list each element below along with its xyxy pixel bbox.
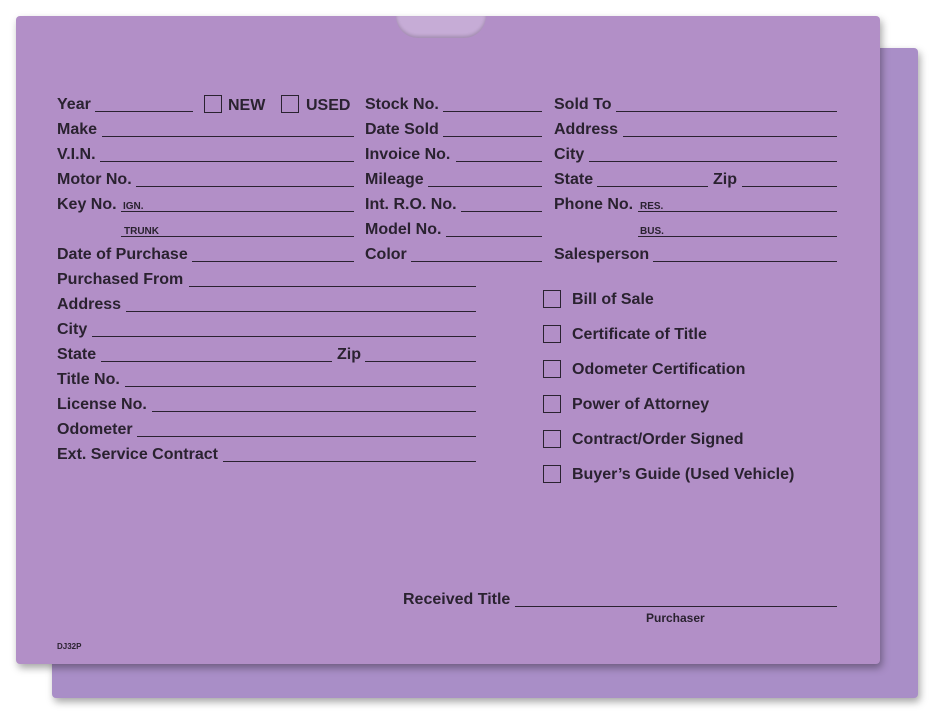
label-motor-no: Motor No. <box>57 171 132 188</box>
label-mileage: Mileage <box>365 171 424 188</box>
checkbox-contract-order-signed[interactable] <box>543 430 561 448</box>
field-phone-res[interactable] <box>638 211 837 212</box>
label-ign: IGN. <box>123 201 144 212</box>
label-buyer-city: City <box>554 146 585 163</box>
field-mileage[interactable] <box>428 186 542 187</box>
field-date-sold[interactable] <box>443 136 542 137</box>
label-buyers-guide: Buyer’s Guide (Used Vehicle) <box>572 466 795 483</box>
label-buyer-state: State <box>554 171 594 188</box>
field-phone-bus[interactable] <box>638 236 837 237</box>
label-trunk: TRUNK <box>124 226 159 237</box>
label-make: Make <box>57 121 98 138</box>
label-ext-service-contract: Ext. Service Contract <box>57 446 218 463</box>
field-ext-service-contract[interactable] <box>223 461 476 462</box>
label-seller-city: City <box>57 321 88 338</box>
field-title-no[interactable] <box>125 386 476 387</box>
field-date-of-purchase[interactable] <box>192 261 354 262</box>
form-code: DJ32P <box>57 642 82 651</box>
label-buyer-address: Address <box>554 121 619 138</box>
field-vin[interactable] <box>100 161 354 162</box>
field-key-ign[interactable] <box>121 211 354 212</box>
field-purchased-from[interactable] <box>189 286 476 287</box>
field-buyer-address[interactable] <box>623 136 837 137</box>
field-buyer-zip[interactable] <box>742 186 837 187</box>
label-key-no: Key No. <box>57 196 117 213</box>
field-color[interactable] <box>411 261 542 262</box>
field-license-no[interactable] <box>152 411 476 412</box>
label-received-title: Received Title <box>403 591 511 608</box>
field-motor-no[interactable] <box>136 186 354 187</box>
label-year: Year <box>57 96 91 113</box>
checkbox-odometer-certification[interactable] <box>543 360 561 378</box>
field-key-trunk[interactable] <box>121 236 354 237</box>
label-power-of-attorney: Power of Attorney <box>572 396 710 413</box>
label-odometer: Odometer <box>57 421 133 438</box>
label-new: NEW <box>228 97 266 114</box>
field-model-no[interactable] <box>446 236 542 237</box>
label-buyer-zip: Zip <box>713 171 737 188</box>
field-seller-state[interactable] <box>101 361 332 362</box>
label-date-of-purchase: Date of Purchase <box>57 246 188 263</box>
label-purchaser: Purchaser <box>646 611 705 625</box>
field-buyer-state[interactable] <box>597 186 708 187</box>
field-int-ro-no[interactable] <box>461 211 542 212</box>
label-int-ro-no: Int. R.O. No. <box>365 196 457 213</box>
label-vin: V.I.N. <box>57 146 96 163</box>
field-received-title[interactable] <box>515 606 837 607</box>
label-res: RES. <box>640 201 664 212</box>
field-sold-to[interactable] <box>616 111 837 112</box>
label-color: Color <box>365 246 407 263</box>
checkbox-bill-of-sale[interactable] <box>543 290 561 308</box>
checkbox-used[interactable] <box>281 95 299 113</box>
label-model-no: Model No. <box>365 221 442 238</box>
label-used: USED <box>306 97 351 114</box>
label-certificate-of-title: Certificate of Title <box>572 326 707 343</box>
label-odometer-certification: Odometer Certification <box>572 361 746 378</box>
checkbox-new[interactable] <box>204 95 222 113</box>
checkbox-certificate-of-title[interactable] <box>543 325 561 343</box>
field-year[interactable] <box>95 111 193 112</box>
label-stock-no: Stock No. <box>365 96 439 113</box>
label-purchased-from: Purchased From <box>57 271 184 288</box>
label-title-no: Title No. <box>57 371 120 388</box>
field-salesperson[interactable] <box>653 261 837 262</box>
field-make[interactable] <box>102 136 354 137</box>
field-odometer[interactable] <box>137 436 476 437</box>
checkbox-power-of-attorney[interactable] <box>543 395 561 413</box>
label-seller-address: Address <box>57 296 122 313</box>
field-seller-city[interactable] <box>92 336 476 337</box>
front-sheet <box>16 16 880 664</box>
label-seller-zip: Zip <box>337 346 361 363</box>
field-stock-no[interactable] <box>443 111 542 112</box>
label-date-sold: Date Sold <box>365 121 439 138</box>
checkbox-buyers-guide[interactable] <box>543 465 561 483</box>
label-contract-order-signed: Contract/Order Signed <box>572 431 744 448</box>
label-invoice-no: Invoice No. <box>365 146 451 163</box>
label-seller-state: State <box>57 346 97 363</box>
label-phone-no: Phone No. <box>554 196 634 213</box>
field-invoice-no[interactable] <box>456 161 542 162</box>
thumb-cut <box>396 16 486 38</box>
label-sold-to: Sold To <box>554 96 612 113</box>
field-buyer-city[interactable] <box>589 161 837 162</box>
label-license-no: License No. <box>57 396 147 413</box>
label-salesperson: Salesperson <box>554 246 650 263</box>
label-bill-of-sale: Bill of Sale <box>572 291 654 308</box>
field-seller-zip[interactable] <box>365 361 476 362</box>
field-seller-address[interactable] <box>126 311 476 312</box>
label-bus: BUS. <box>640 226 664 237</box>
